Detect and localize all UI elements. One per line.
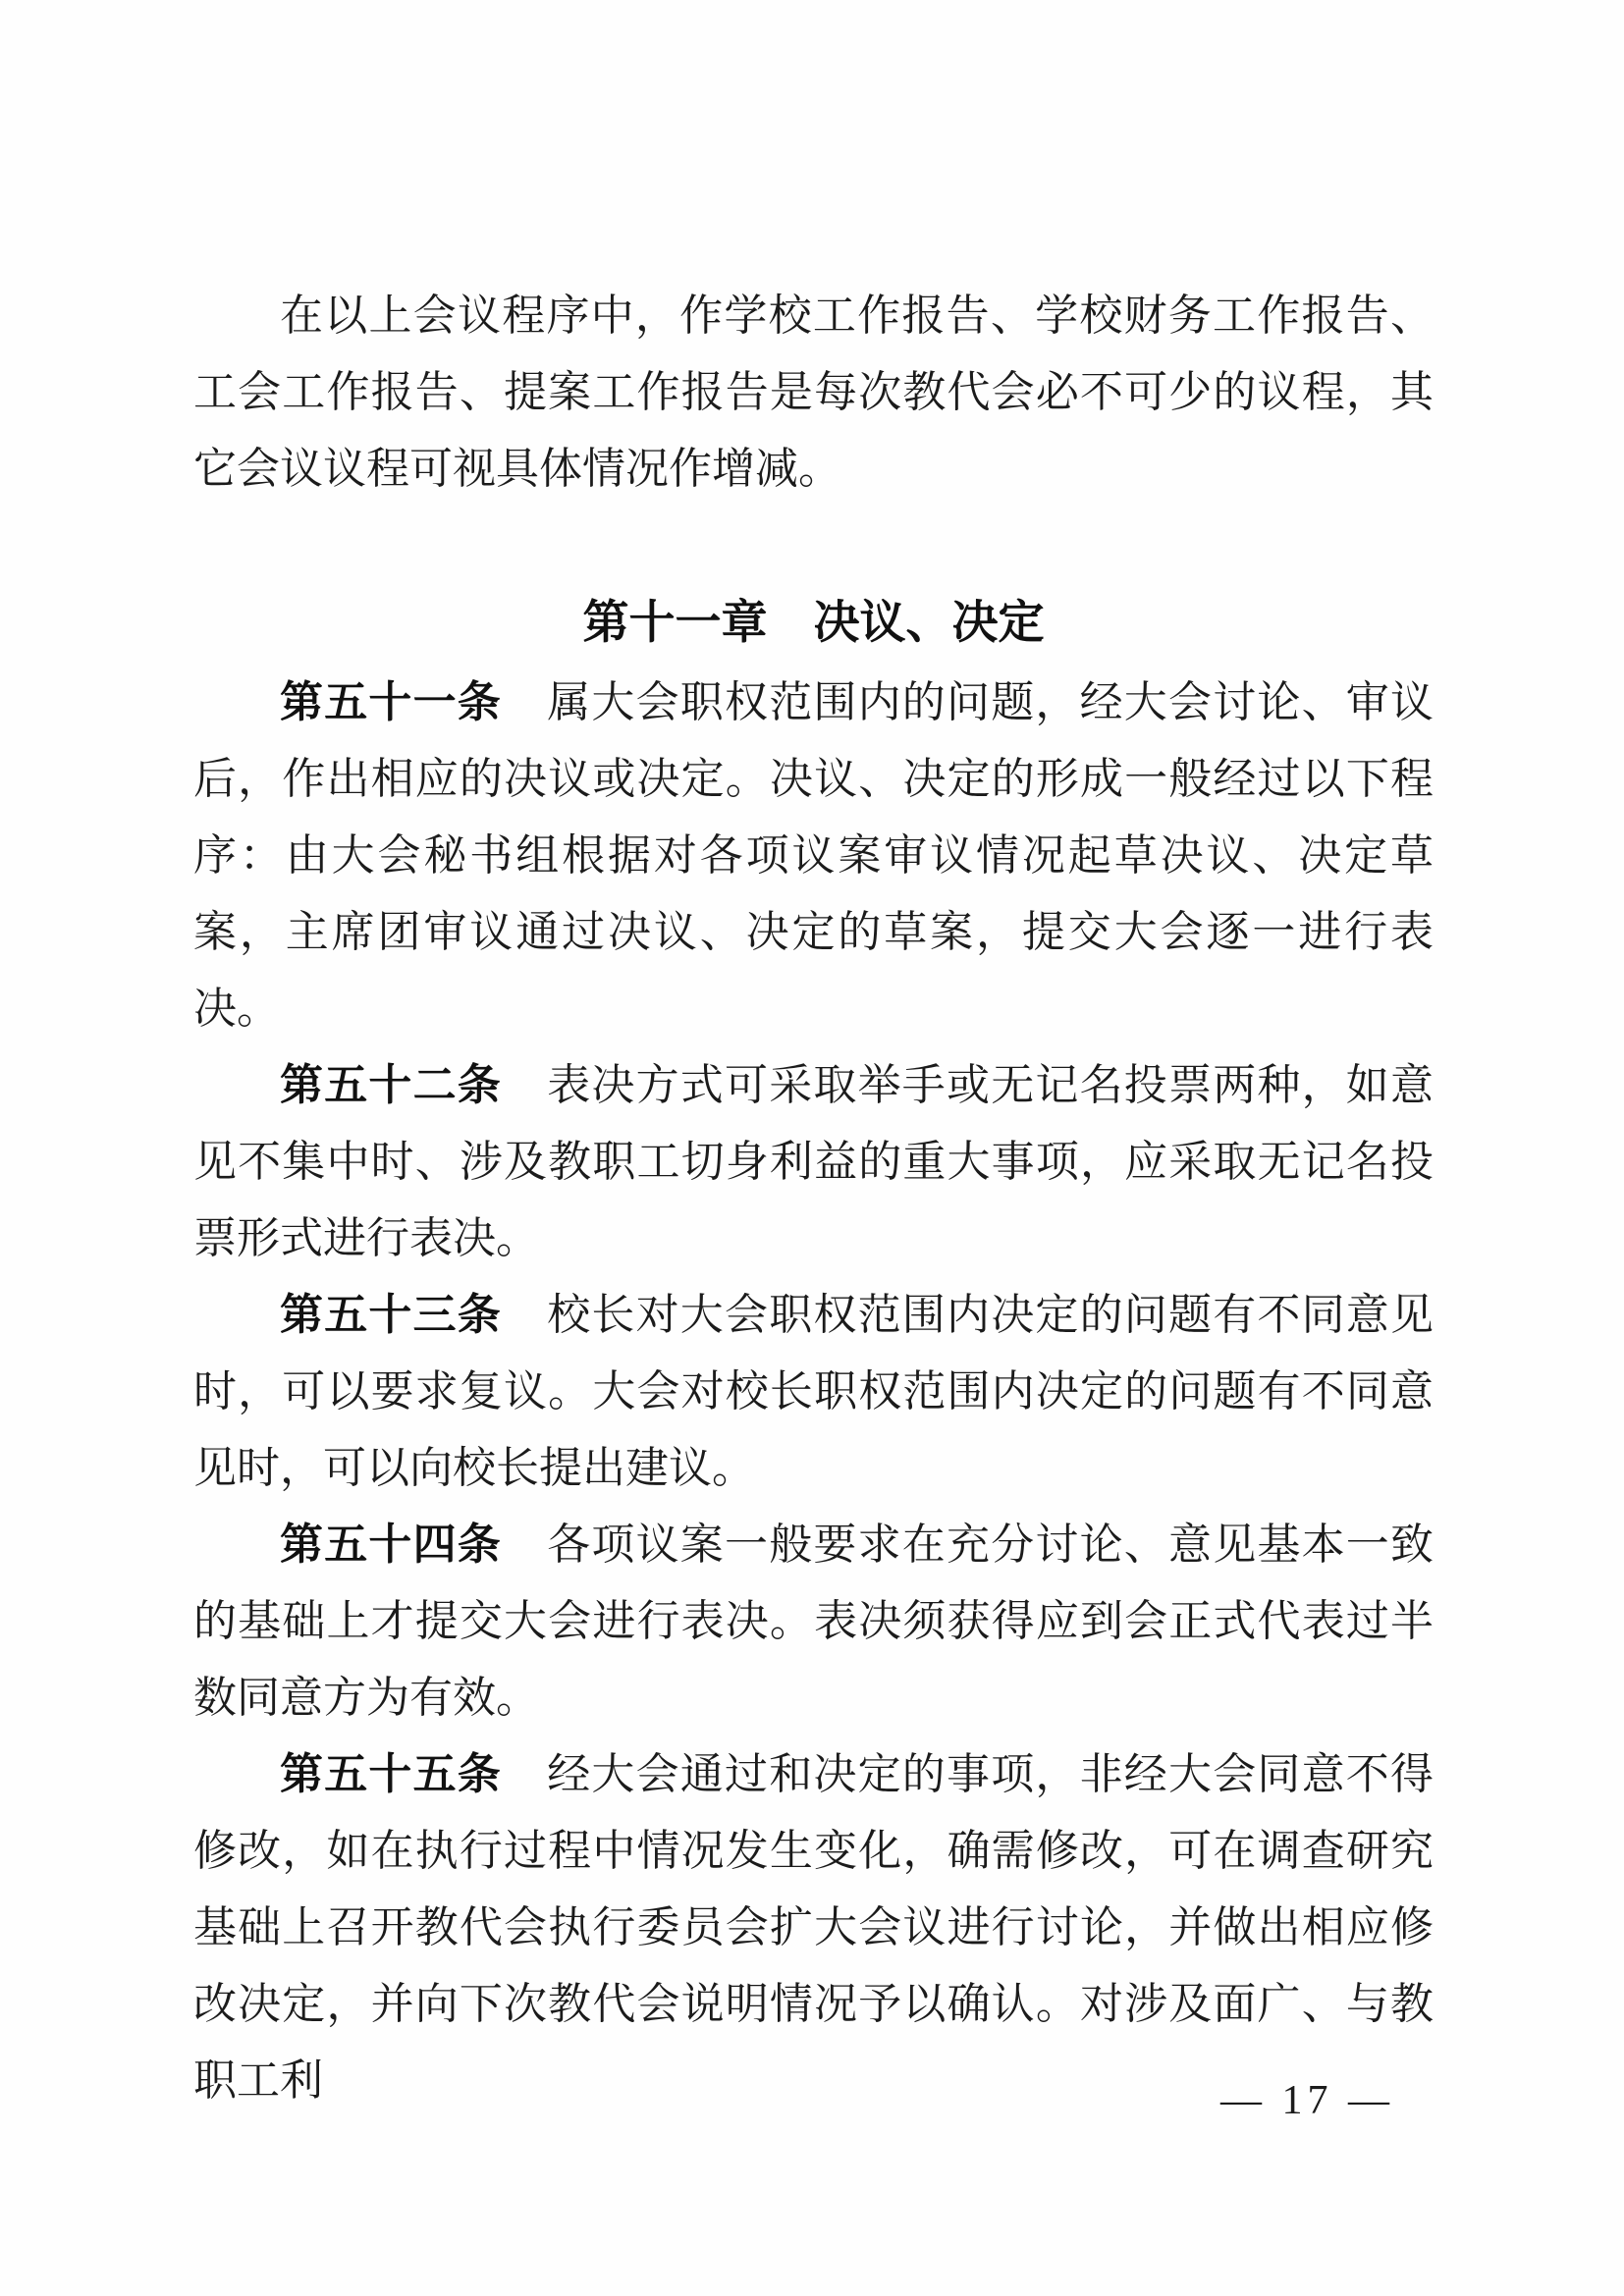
article-54-text: 各项议案一般要求在充分讨论、意见基本一致的基础上才提交大会进行表决。表决须获得应到会正式代表过半数同意方为有效。 [193,1521,1435,1722]
article-54-term: 第五十四条 [280,1521,503,1569]
article-51-term: 第五十一条 [280,678,503,726]
article-52-text: 表决方式可采取举手或无记名投票两种，如意见不集中时、涉及教职工切身利益的重大事项，应采取无记名投票形式进行表决。 [193,1061,1435,1262]
chapter-heading [193,584,1434,661]
article-51-text: 属大会职权范围内的问题，经大会讨论、审议后，作出相应的决议或决定。决议、决定的形成一般经过以下程序：由大会秘书组根据对各项议案审议情况起草决议、决定草案，主席团审议通过决议、决定的草案，提交大会逐一进行表决。 [193,678,1435,1033]
article-53-term: 第五十三条 [280,1291,503,1339]
article-55-term: 第五十五条 [280,1750,503,1798]
article-52 [193,1047,1434,1277]
article-53-text: 校长对大会职权范围内决定的问题有不同意见时，可以要求复议。大会对校长职权范围内决定的问题有不同意见时，可以向校长提出建议。 [193,1291,1435,1492]
page-content [193,278,1434,2119]
article-55-text: 经大会通过和决定的事项，非经大会同意不得修改，如在执行过程中情况发生变化，确需修改，可在调查研究基础上召开教代会执行委员会扩大会议进行讨论，并做出相应修改决定，并向下次教代会说明情况予以确认。对涉及面广、与教职工利 [193,1750,1435,2105]
article-55 [193,1736,1434,2119]
chapter-title: 决议、决定 [813,596,1045,648]
article-53 [193,1277,1434,1507]
article-52-term: 第五十二条 [280,1061,503,1109]
article-51 [193,665,1434,1047]
page-number: — 17 — [1220,2078,1394,2123]
article-54 [193,1507,1434,1736]
chapter-number: 第十一章 [582,596,768,648]
intro-paragraph: 在以上会议程序中，作学校工作报告、学校财务工作报告、工会工作报告、提案工作报告是每次教代会必不可少的议程，其它会议议程可视具体情况作增减。 [193,292,1434,493]
